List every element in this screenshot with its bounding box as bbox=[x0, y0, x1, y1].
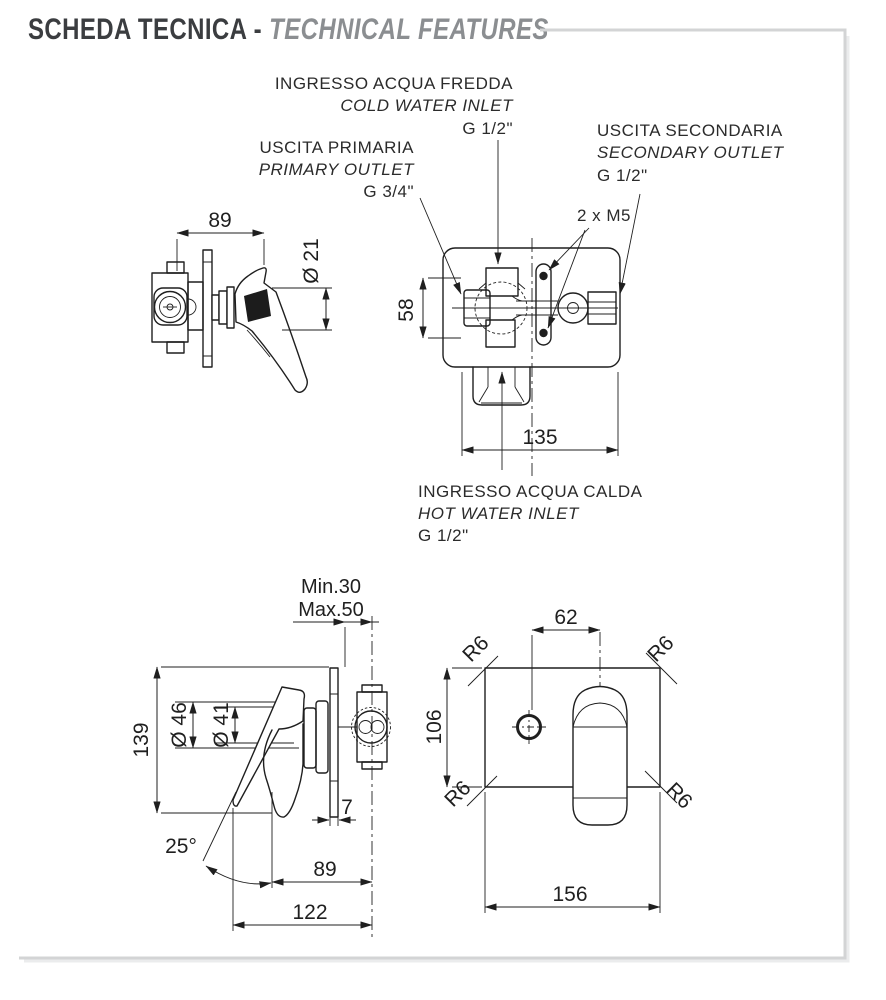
cold-inlet-size: G 1/2" bbox=[462, 119, 513, 138]
dim-total-depth: 122 bbox=[292, 901, 328, 924]
dim-body-depth-top: 89 bbox=[208, 209, 232, 232]
hot-inlet-label-it: INGRESSO ACQUA CALDA bbox=[418, 482, 643, 501]
title-italian: SCHEDA TECNICA - bbox=[28, 13, 262, 46]
plan-view bbox=[395, 140, 640, 476]
primary-outlet-size: G 3/4" bbox=[363, 182, 414, 201]
dim-max-depth: Max.50 bbox=[298, 599, 364, 621]
dim-total-height: 139 bbox=[130, 722, 153, 758]
dim-valve-height: 58 bbox=[395, 298, 418, 322]
secondary-outlet-label-en: SECONDARY OUTLET bbox=[597, 143, 784, 162]
callout-cold-inlet bbox=[275, 74, 514, 138]
dim-lever-diameter: Ø 21 bbox=[300, 238, 323, 284]
dim-hole-offset: 62 bbox=[554, 606, 578, 629]
title-english: TECHNICAL FEATURES bbox=[269, 13, 549, 46]
screws-label: 2 x M5 bbox=[577, 206, 632, 225]
dim-body-width: 135 bbox=[522, 426, 558, 449]
hot-inlet-size: G 1/2" bbox=[418, 526, 469, 545]
dim-min-depth: Min.30 bbox=[300, 576, 362, 598]
radius-label-top-left: R6 bbox=[458, 631, 494, 667]
screw-leader-bottom bbox=[548, 230, 585, 328]
primary-outlet-label-it: USCITA PRIMARIA bbox=[259, 138, 414, 157]
dim-plate-width: 156 bbox=[552, 883, 588, 906]
dim-plate-height: 106 bbox=[423, 709, 446, 745]
front-view bbox=[423, 606, 697, 913]
dim-cap-diameter: Ø 41 bbox=[210, 702, 233, 748]
hot-inlet-label-en: HOT WATER INLET bbox=[418, 504, 579, 523]
cold-inlet-label-en: COLD WATER INLET bbox=[340, 96, 513, 115]
callout-hot-inlet bbox=[418, 482, 643, 545]
callout-secondary-outlet bbox=[597, 121, 785, 185]
radius-label-top-right: R6 bbox=[643, 631, 679, 667]
dim-trim-diameter: Ø 46 bbox=[168, 702, 191, 748]
primary-outlet-label-en: PRIMARY OUTLET bbox=[258, 160, 414, 179]
dim-lever-depth: 89 bbox=[313, 858, 337, 881]
secondary-outlet-size: G 1/2" bbox=[597, 166, 648, 185]
dim-lever-angle: 25° bbox=[165, 835, 197, 858]
callout-primary-outlet bbox=[259, 138, 415, 201]
secondary-outlet-label-it: USCITA SECONDARIA bbox=[597, 121, 783, 140]
side-view-bottom bbox=[130, 576, 391, 940]
cold-inlet-label-it: INGRESSO ACQUA FREDDA bbox=[274, 74, 513, 93]
radius-label-bottom-right: R6 bbox=[661, 778, 697, 814]
primary-outlet-leader bbox=[420, 198, 461, 294]
dim-plate-thickness: 7 bbox=[341, 796, 353, 819]
side-view-top bbox=[152, 209, 332, 392]
radius-label-bottom-left: R6 bbox=[440, 776, 476, 812]
